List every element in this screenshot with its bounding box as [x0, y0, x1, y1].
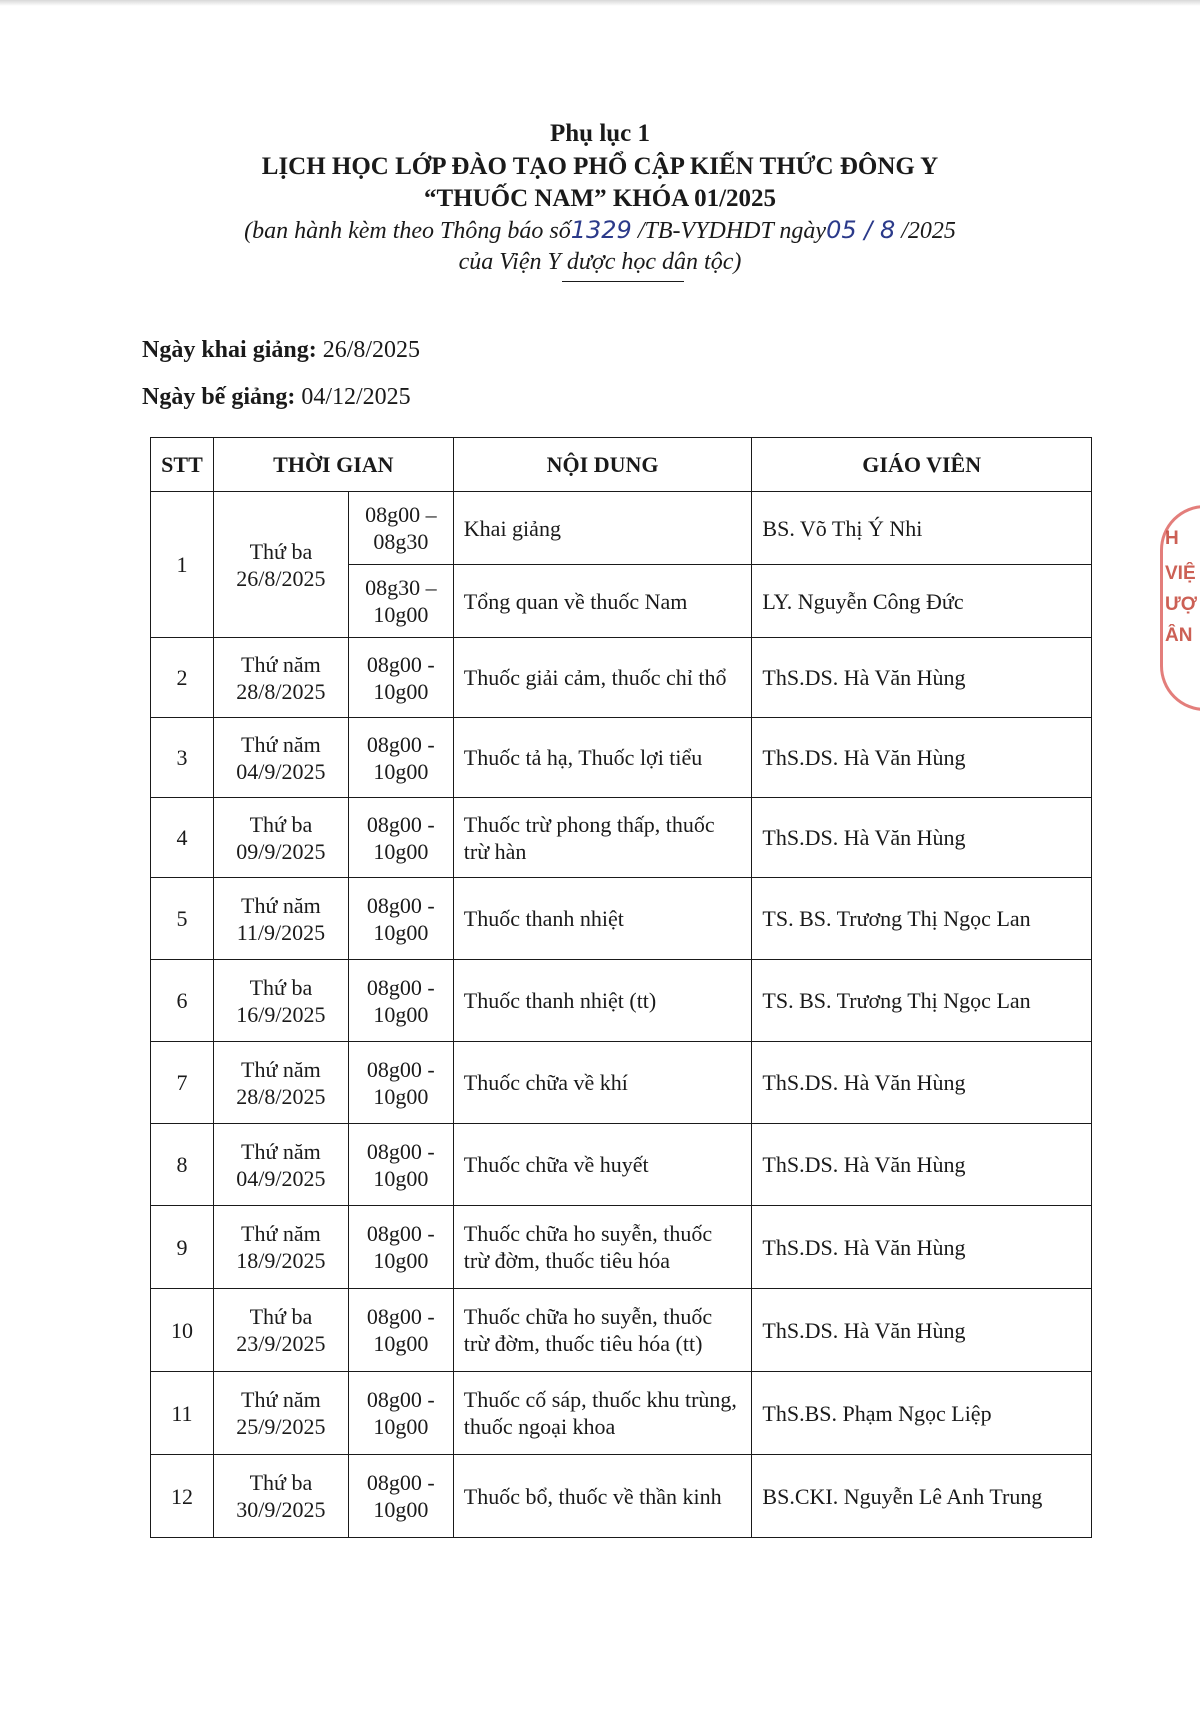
opening-date-line: [142, 337, 420, 364]
table-row: [151, 1289, 1092, 1372]
schedule-body: [151, 492, 1092, 1538]
document-header: [0, 118, 1200, 278]
cell-teacher: ThS.DS. Hà Văn Hùng: [752, 1206, 1092, 1289]
cell-teacher: ThS.BS. Phạm Ngọc Liệp: [752, 1372, 1092, 1455]
opening-date-label: Ngày khai giảng:: [142, 337, 317, 363]
cell-teacher: ThS.DS. Hà Văn Hùng: [752, 1289, 1092, 1372]
cell-time: [348, 1124, 453, 1206]
closing-date-label: Ngày bế giảng:: [142, 384, 296, 410]
cell-stt: 3: [151, 718, 214, 798]
cell-time: [348, 1289, 453, 1372]
closing-date-line: [142, 384, 411, 411]
stamp-text-1: H: [1165, 528, 1179, 549]
handwritten-separator: /: [856, 216, 880, 244]
cell-day: [213, 1124, 348, 1206]
cell-content: Thuốc chữa ho suyễn, thuốc trừ đờm, thuốc tiêu hóa: [453, 1206, 752, 1289]
table-row: [151, 1372, 1092, 1455]
cell-time: [348, 1372, 453, 1455]
date: 28/8/2025: [236, 1083, 326, 1109]
cell-day: [213, 1455, 348, 1538]
cell-stt: 12: [151, 1455, 214, 1538]
table-row: [151, 638, 1092, 718]
cell-time: [348, 878, 453, 960]
cell-day: [213, 960, 348, 1042]
table-row: [151, 1206, 1092, 1289]
time-start: 08g00 -: [366, 1387, 435, 1412]
time-start: 08g00 -: [366, 811, 435, 837]
date: 28/8/2025: [236, 678, 326, 704]
handwritten-month: 8: [879, 216, 896, 244]
header-content: NỘI DUNG: [453, 438, 752, 492]
time-end: 10g00: [373, 1165, 429, 1191]
cell-content: Tổng quan về thuốc Nam: [453, 565, 752, 638]
table-row: [151, 1124, 1092, 1206]
handwritten-day: 05: [826, 216, 857, 244]
subtitle-part-c: /2025: [895, 218, 956, 244]
stamp-text-4: ÂN: [1165, 625, 1193, 646]
cell-time: [348, 492, 453, 565]
date: 30/9/2025: [236, 1497, 326, 1522]
cell-time: [348, 565, 453, 638]
cell-teacher: TS. BS. Trương Thị Ngọc Lan: [752, 960, 1092, 1042]
cell-day: [213, 1372, 348, 1455]
subtitle-part-a: (ban hành kèm theo Thông báo số: [244, 218, 571, 244]
table-row: [151, 960, 1092, 1042]
weekday: Thứ ba: [249, 811, 313, 837]
subtitle-part-b: /TB-VYDHDT ngày: [631, 218, 827, 244]
cell-teacher: ThS.DS. Hà Văn Hùng: [752, 638, 1092, 718]
cell-stt: 4: [151, 798, 214, 878]
time-end: 10g00: [373, 1414, 429, 1439]
time-start: 08g00 -: [366, 651, 435, 677]
cell-content: Thuốc thanh nhiệt: [453, 878, 752, 960]
cell-content: Thuốc chữa về khí: [453, 1042, 752, 1124]
cell-teacher: LY. Nguyễn Công Đức: [752, 565, 1092, 638]
handwritten-notice-number: 1329: [570, 216, 632, 244]
cell-time: [348, 638, 453, 718]
cell-stt: 11: [151, 1372, 214, 1455]
weekday: Thứ năm: [241, 1056, 321, 1082]
weekday: Thứ năm: [241, 651, 321, 677]
time-end: 10g00: [373, 1001, 429, 1027]
subtitle-line-2: của Viện Y dược học dân tộc): [458, 249, 742, 275]
schedule-table: [150, 437, 1092, 1538]
cell-time: [348, 1042, 453, 1124]
closing-date-value: 04/12/2025: [295, 384, 411, 410]
appendix-label: Phụ lục 1: [549, 120, 651, 147]
cell-content: Thuốc bổ, thuốc về thần kinh: [453, 1455, 752, 1538]
time-start: 08g00 -: [366, 892, 435, 918]
time-start: 08g00 -: [366, 1470, 435, 1495]
cell-teacher: ThS.DS. Hà Văn Hùng: [752, 718, 1092, 798]
weekday: Thứ năm: [241, 1387, 321, 1412]
time-start: 08g00 -: [366, 1056, 435, 1082]
time-end: 10g00: [373, 838, 429, 864]
time-end: 10g00: [373, 602, 429, 627]
cell-day: [213, 798, 348, 878]
opening-date-value: 26/8/2025: [316, 337, 421, 363]
date: 18/9/2025: [236, 1248, 326, 1273]
date: 11/9/2025: [236, 919, 326, 945]
header-time: THỜI GIAN: [213, 438, 453, 492]
date: 04/9/2025: [236, 1165, 326, 1191]
cell-teacher: ThS.DS. Hà Văn Hùng: [752, 1042, 1092, 1124]
time-start: 08g00 -: [366, 1138, 435, 1164]
time-end: 10g00: [373, 1248, 429, 1273]
time-start: 08g00 -: [366, 1221, 435, 1246]
cell-content: Thuốc chữa về huyết: [453, 1124, 752, 1206]
cell-teacher: ThS.DS. Hà Văn Hùng: [752, 798, 1092, 878]
cell-time: [348, 718, 453, 798]
stamp-text-3: ƯỢ: [1165, 594, 1197, 615]
cell-teacher: ThS.DS. Hà Văn Hùng: [752, 1124, 1092, 1206]
time-end: 10g00: [373, 919, 429, 945]
time-start: 08g30 –: [365, 575, 437, 600]
table-row: [151, 1455, 1092, 1538]
weekday: Thứ năm: [241, 1138, 321, 1164]
cell-content: Thuốc tả hạ, Thuốc lợi tiểu: [453, 718, 752, 798]
date: 09/9/2025: [236, 838, 326, 864]
cell-stt: 7: [151, 1042, 214, 1124]
weekday: Thứ ba: [249, 538, 313, 564]
time-start: 08g00 –: [365, 502, 437, 527]
time-end: 10g00: [373, 1497, 429, 1522]
time-end: 08g30: [373, 529, 429, 554]
date: 25/9/2025: [236, 1414, 326, 1439]
date: 26/8/2025: [236, 565, 326, 591]
table-row: [151, 798, 1092, 878]
date: 04/9/2025: [236, 758, 326, 784]
cell-day: [213, 638, 348, 718]
weekday: Thứ năm: [241, 1221, 321, 1246]
cell-stt: 2: [151, 638, 214, 718]
cell-time: [348, 960, 453, 1042]
cell-stt: 1: [151, 492, 214, 638]
header-teacher: GIÁO VIÊN: [752, 438, 1092, 492]
cell-time: [348, 1455, 453, 1538]
time-start: 08g00 -: [366, 1304, 435, 1329]
date: 23/9/2025: [236, 1331, 326, 1356]
cell-content: Khai giảng: [453, 492, 752, 565]
time-start: 08g00 -: [366, 974, 435, 1000]
cell-content: Thuốc cố sáp, thuốc khu trùng, thuốc ngoại khoa: [453, 1372, 752, 1455]
cell-teacher: BS. Võ Thị Ý Nhi: [752, 492, 1092, 565]
subtitle-line-1: [0, 215, 1200, 247]
stamp-text-2: VIỆ: [1165, 563, 1196, 584]
cell-day: [213, 1289, 348, 1372]
cell-stt: 8: [151, 1124, 214, 1206]
cell-time: [348, 1206, 453, 1289]
cell-teacher: BS.CKI. Nguyễn Lê Anh Trung: [752, 1455, 1092, 1538]
cell-stt: 9: [151, 1206, 214, 1289]
table-row: [151, 878, 1092, 960]
weekday: Thứ ba: [249, 974, 313, 1000]
table-row: [151, 1042, 1092, 1124]
cell-content: Thuốc chữa ho suyễn, thuốc trừ đờm, thuốc tiêu hóa (tt): [453, 1289, 752, 1372]
cell-day: [213, 492, 348, 638]
cell-day: [213, 718, 348, 798]
cell-stt: 5: [151, 878, 214, 960]
weekday: Thứ ba: [249, 1304, 313, 1329]
title-line-2: “THUỐC NAM” KHÓA 01/2025: [423, 185, 777, 212]
time-end: 10g00: [373, 1083, 429, 1109]
cell-content: Thuốc trừ phong thấp, thuốc trừ hàn: [453, 798, 752, 878]
cell-stt: 10: [151, 1289, 214, 1372]
title-line-1: LỊCH HỌC LỚP ĐÀO TẠO PHỔ CẬP KIẾN THỨC ĐÔNG Y: [261, 153, 939, 180]
weekday: Thứ năm: [241, 731, 321, 757]
cell-day: [213, 878, 348, 960]
weekday: Thứ ba: [249, 1470, 313, 1495]
time-end: 10g00: [373, 758, 429, 784]
time-start: 08g00 -: [366, 731, 435, 757]
weekday: Thứ năm: [241, 892, 321, 918]
cell-stt: 6: [151, 960, 214, 1042]
cell-content: Thuốc thanh nhiệt (tt): [453, 960, 752, 1042]
scan-edge: [0, 0, 1200, 6]
header-stt: STT: [151, 438, 214, 492]
time-end: 10g00: [373, 678, 429, 704]
cell-day: [213, 1206, 348, 1289]
table-row: [151, 718, 1092, 798]
table-header-row: [151, 438, 1092, 492]
cell-time: [348, 798, 453, 878]
cell-content: Thuốc giải cảm, thuốc chỉ thổ: [453, 638, 752, 718]
header-underline: [562, 281, 684, 282]
date: 16/9/2025: [236, 1001, 326, 1027]
cell-day: [213, 1042, 348, 1124]
cell-teacher: TS. BS. Trương Thị Ngọc Lan: [752, 878, 1092, 960]
time-end: 10g00: [373, 1331, 429, 1356]
table-row: [151, 492, 1092, 565]
